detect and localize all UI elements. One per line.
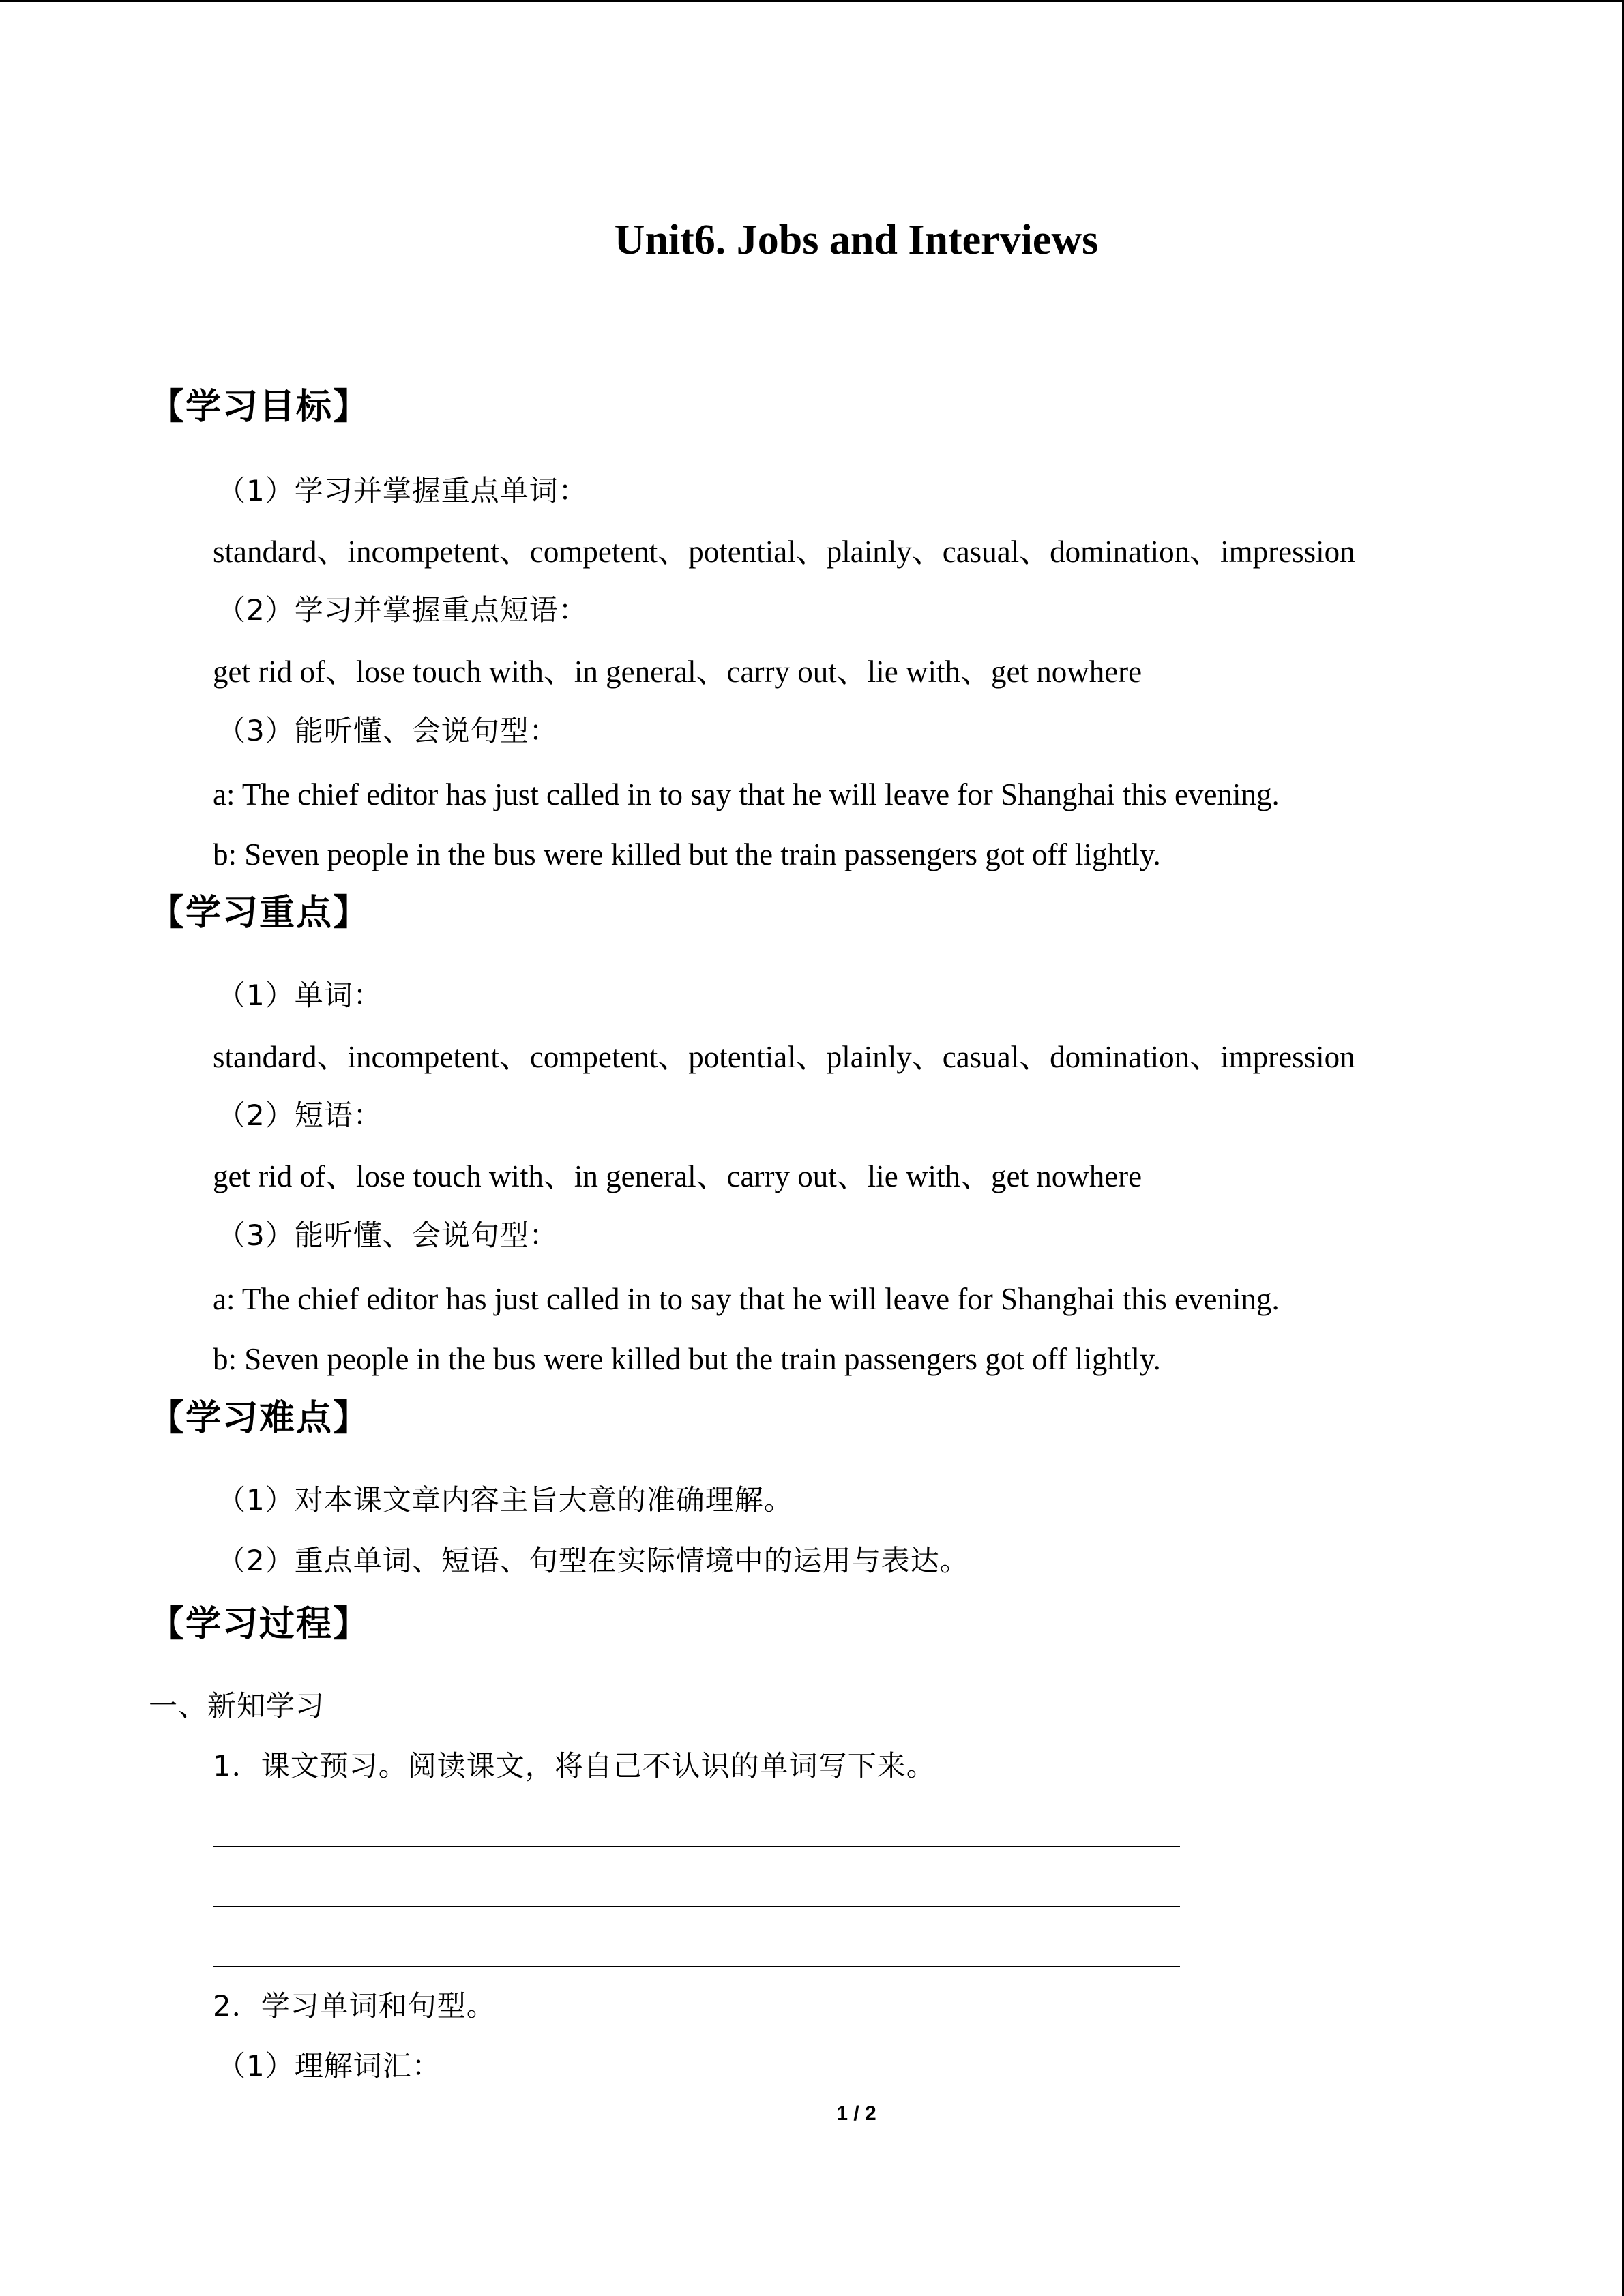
answer-blank-line[interactable] (213, 1966, 1180, 1967)
process-heading: 【学习过程】 (149, 1604, 370, 1645)
objectives-item: （2）学习并掌握重点短语： (217, 593, 588, 627)
page-number: 1 / 2 (836, 2102, 876, 2125)
objectives-heading: 【学习目标】 (149, 387, 370, 428)
difficulties-item: （2）重点单词、短语、句型在实际情境中的运用与表达。 (217, 1544, 969, 1577)
key-points-item: （3）能听懂、会说句型： (217, 1219, 559, 1252)
key-points-item: b: Seven people in the bus were killed but the train passengers got off lightly. (213, 1342, 1161, 1376)
difficulties-heading: 【学习难点】 (149, 1398, 370, 1439)
answer-blank-line[interactable] (213, 1906, 1180, 1907)
objectives-item: standard、incompetent、competent、potential、plainly、casual、domination、impression (213, 535, 1355, 569)
objectives-item: （1）学习并掌握重点单词： (217, 474, 588, 507)
key-points-item: （1）单词： (217, 979, 383, 1012)
answer-blank-line[interactable] (213, 1846, 1180, 1847)
process-section-one: 一、新知学习 (149, 1689, 325, 1723)
process-step-two: 2．学习单词和句型。 (213, 1989, 496, 2023)
objectives-item: （3）能听懂、会说句型： (217, 714, 559, 747)
key-points-item: （2）短语： (217, 1099, 383, 1132)
difficulties-item: （1）对本课文章内容主旨大意的准确理解。 (217, 1483, 793, 1517)
objectives-item: b: Seven people in the bus were killed but the train passengers got off lightly. (213, 837, 1161, 871)
key-points-heading: 【学习重点】 (149, 893, 370, 934)
key-points-item: get rid of、lose touch with、in general、carry out、lie with、get nowhere (213, 1159, 1142, 1193)
process-step-two-sub: （1）理解词汇： (217, 2049, 441, 2083)
key-points-item: a: The chief editor has just called in to say that he will leave for Shanghai this evening. (213, 1282, 1280, 1316)
document-title: Unit6. Jobs and Interviews (614, 217, 1099, 263)
key-points-item: standard、incompetent、competent、potential、plainly、casual、domination、impression (213, 1040, 1355, 1074)
objectives-item: a: The chief editor has just called in to say that he will leave for Shanghai this evening. (213, 777, 1280, 811)
objectives-item: get rid of、lose touch with、in general、carry out、lie with、get nowhere (213, 655, 1142, 689)
process-step-one: 1．课文预习。阅读课文，将自己不认识的单词写下来。 (213, 1749, 936, 1783)
